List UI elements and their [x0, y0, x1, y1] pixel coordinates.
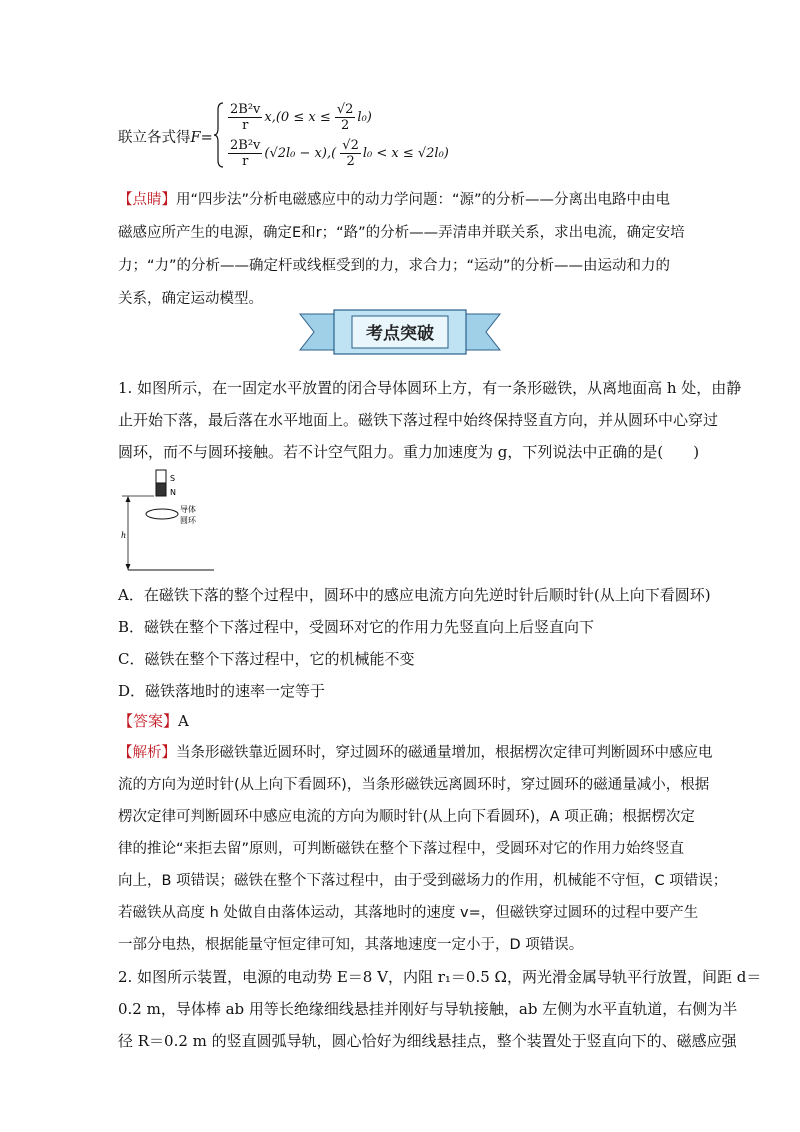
case1-frac-num: √2 — [336, 102, 354, 117]
q1-analysis-line-4: 律的推论“来拒去留”原则，可判断磁铁在整个下落过程中，受圆环对它的作用力始终竖直 — [118, 841, 685, 857]
piecewise-formula — [118, 100, 538, 172]
n-pole-label: N — [170, 488, 176, 497]
ring-label-2: 圆环 — [180, 516, 196, 525]
answer-value: A — [178, 712, 189, 730]
formula-case-1 — [228, 102, 372, 133]
q2-line-2: 0.2 m，导体棒 ab 用等长绝缘细线悬挂并刚好与导轨接触，ab 左侧为水平直轨道，右侧为半 — [118, 1000, 738, 1018]
case2-frac-num: √2 — [342, 138, 359, 153]
tip-line-2: 磁感应所产生的电源，确定E和r；“路”的分析——弄清串并联关系，求出电流，确定安培 — [118, 225, 685, 241]
case1-numerator: 2B²v — [230, 102, 261, 117]
magnet-ring-figure — [118, 466, 218, 576]
formula-lead-text: 联立各式得 — [118, 130, 191, 146]
q1-option-a: A．在磁铁下落的整个过程中，圆环中的感应电流方向先逆时针后顺时针(从上向下看圆环) — [118, 586, 711, 604]
formula-equals: = — [200, 130, 213, 146]
case1-denominator: r — [242, 118, 249, 133]
tip-tag: 【点睛】 — [118, 192, 176, 208]
q1-analysis-line-5: 向上，B 项错误；磁铁在整个下落过程中，由于受到磁场力的作用，机械能不守恒，C 项错误； — [118, 873, 728, 889]
case2-denominator: r — [242, 154, 249, 169]
case2-mid: (√2l₀ − x),( — [264, 146, 337, 161]
s-pole-label: S — [170, 474, 176, 483]
q1-option-d: D．磁铁落地时的速率一定等于 — [118, 682, 326, 700]
case1-frac-den: 2 — [341, 118, 350, 133]
q2-line-1: 2. 如图所示装置，电源的电动势 E＝8 V，内阻 r₁＝0.5 Ω，两光滑金属导轨平行放置，间距 d＝ — [118, 968, 762, 986]
tip-line-3: 力；“力”的分析——确定杆或线框受到的力，求合力；“运动”的分析——由运动和力的 — [118, 258, 671, 274]
formula-symbol-f: F — [190, 130, 201, 146]
brace-icon — [214, 102, 224, 168]
q1-stem-line-3: 圆环，而不与圆环接触。若不计空气阻力。重力加速度为 g，下列说法中正确的是( ) — [118, 443, 700, 461]
q1-option-c: C．磁铁在整个下落过程中，它的机械能不变 — [118, 650, 415, 668]
q1-analysis-line-1: 【解析】当条形磁铁靠近圆环时，穿过圆环的磁通量增加，根据楞次定律可判断圆环中感应电 — [118, 745, 713, 761]
q1-answer — [118, 711, 684, 731]
case1-end: l₀) — [357, 110, 372, 125]
banner-title: 考点突破 — [366, 324, 434, 344]
q1-analysis-line-6: 若磁铁从高度 h 处做自由落体运动，其落地时的速度 v=，但磁铁穿过圆环的过程中要产生 — [118, 905, 699, 921]
q1-analysis-line-3: 楞次定律可判断圆环中感应电流的方向为顺时针(从上向下看圆环)，A 项正确；根据楞次定 — [118, 809, 695, 825]
analysis-tag: 【解析】 — [118, 745, 176, 761]
formula-case-2 — [228, 138, 449, 169]
q1-stem-line-2: 止开始下落，最后落在水平地面上。磁铁下落过程中始终保持竖直方向，并从圆环中心穿过 — [118, 411, 719, 429]
case2-frac-den: 2 — [346, 154, 355, 169]
section-banner — [300, 308, 500, 356]
answer-tag: 【答案】 — [118, 712, 179, 730]
height-label: h — [121, 531, 127, 540]
tip-line-4: 关系，确定运动模型。 — [118, 291, 263, 307]
q1-stem-line-1: 1. 如图所示，在一固定水平放置的闭合导体圆环上方，有一条形磁铁，从离地面高 h 处，由静 — [118, 379, 742, 397]
q1-analysis-line-2: 流的方向为逆时针(从上向下看圆环)，当条形磁铁远离圆环时，穿过圆环的磁通量减小，根据 — [118, 777, 710, 793]
ring-label-1: 导体 — [180, 505, 196, 514]
q1-option-b: B．磁铁在整个下落过程中，受圆环对它的作用力先竖直向上后竖直向下 — [118, 618, 595, 636]
case2-end: l₀ < x ≤ √2l₀) — [362, 146, 449, 161]
case2-numerator: 2B²v — [230, 138, 261, 153]
q1-analysis-line-7: 一部分电热，根据能量守恒定律可知，其落地速度一定小于，D 项错误。 — [118, 937, 584, 953]
case1-tail: x,(0 ≤ x ≤ — [264, 110, 331, 125]
tip-line-1: 【点睛】用“四步法”分析电磁感应中的动力学问题：“源”的分析——分离出电路中由电 — [118, 192, 671, 208]
q2-line-3: 径 R＝0.2 m 的竖直圆弧导轨，圆心恰好为细线悬挂点，整个装置处于竖直向下的、磁感应强 — [118, 1032, 737, 1050]
